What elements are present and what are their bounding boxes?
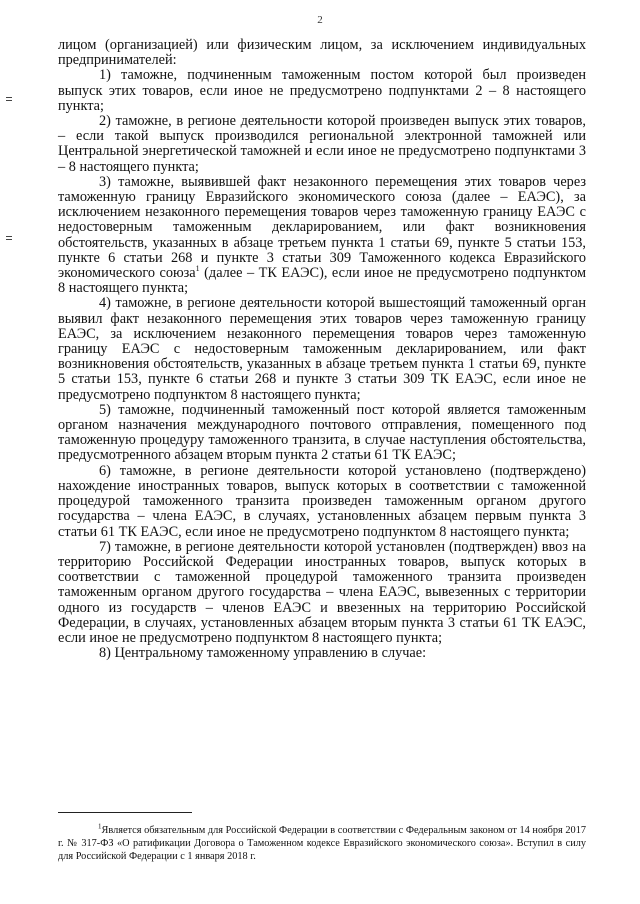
scan-mark: [6, 236, 12, 237]
footnote-text: Является обязательным для Российской Федерации в соответствии с Федеральным законом от 14 ноября 2017 г. № 317-ФЗ «О ратификации Договора о Таможенном кодексе Евразийского экономического союза». Вступил в силу для Российской Федерации с 1 января 2018 г.: [58, 825, 586, 862]
subitem-3: [58, 175, 586, 297]
subitem-4: 4) таможне, в регионе деятельности которой вышестоящий таможенный орган выявил факт незаконного перемещения этих товаров через таможенную границу ЕАЭС, за исключением незаконного перемещения товаров через таможенную границу ЕАЭС с недостоверным таможенным декларированием, или факт возникновения обстоятельств, указанных в абзаце третьем пункта 1 статьи 69, пункте 5 статьи 153, пункте 6 статьи 268 и пункте 3 статьи 309 ТК ЕАЭС, если иное не предусмотрено подпунктом 8 настоящего пункта;: [58, 295, 586, 403]
footnote: [58, 824, 586, 863]
subitem-2: 2) таможне, в регионе деятельности которой произведен выпуск этих товаров, – если такой выпуск производился региональной электронной таможней или Центральной энергетической таможней и если иное не предусмотрено подпунктами 3 – 8 настоящего пункта;: [58, 113, 586, 175]
subitem-8: 8) Центральному таможенному управлению в случае:: [99, 645, 427, 662]
page-number: 2: [317, 14, 323, 26]
subitem-7: 7) таможне, в регионе деятельности которой установлен (подтвержден) ввоз на территорию Российской Федерации иностранных товаров, выпуск которых в соответствии с таможенной процедурой таможенного транзита произведен таможенным органом другого государства – члена ЕАЭС, вывезенных с территории одного из государств – членов ЕАЭС и ввезенных на территорию Российской Федерации, в случаях, установленных абзацем вторым пункта 3 статьи 61 ТК ЕАЭС, если иное не предусмотрено подпунктом 8 настоящего пункта;: [58, 538, 586, 646]
document-body: [58, 38, 586, 661]
subitem-6: 6) таможне, в регионе деятельности которой установлено (подтверждено) нахождение иностранных товаров, выпуск которых в соответствии с таможенной процедурой таможенного транзита произведен таможенным органом другого государства – члена ЕАЭС, в случаях, установленных абзацем первым пункта 3 статьи 61 ТК ЕАЭС, если иное не предусмотрено подпунктом 8 настоящего пункта;: [58, 462, 586, 540]
scan-mark: [6, 97, 12, 98]
scan-mark: [6, 100, 12, 101]
subitem-5: 5) таможне, подчиненный таможенный пост которой является таможенным органом назначения международного почтового отправления, помещенного под таможенную процедуру таможенного транзита, в случае наступления обстоятельства, предусмотренного абзацем вторым пункта 2 статьи 61 ТК ЕАЭС;: [58, 401, 586, 464]
footnote-separator: [58, 812, 192, 813]
subitem-3-text: 3) таможне, выявившей факт незаконного перемещения этих товаров через таможенную границу Евразийского экономического союза (далее – ЕАЭС), за исключением незаконного перемещения товаров через таможенную границу ЕАЭС с недостоверным таможенным декларированием, или факт возникновения обстоятельств, указанных в абзаце третьем пункта 1 статьи 69, пункте 5 статьи 153, пункте 6 статьи 268 и пункте 3 статьи 309 Таможенного кодекса Евразийского экономического союза: [58, 173, 586, 282]
intro-continuation: лицом (организацией) или физическим лицом, за исключением индивидуальных предпринимателей:: [58, 37, 586, 69]
scan-mark: [6, 239, 12, 240]
subitem-1: 1) таможне, подчиненным таможенным постом которой был произведен выпуск этих товаров, если иное не предусмотрено подпунктами 2 – 8 настоящего пункта;: [58, 67, 586, 114]
subitem-3-text-end: (далее – ТК ЕАЭС), если иное не предусмотрено подпунктом 8 настоящего пункта;: [58, 265, 586, 297]
footnote-marker: 1: [98, 822, 102, 831]
footnote-reference: 1: [195, 264, 200, 274]
